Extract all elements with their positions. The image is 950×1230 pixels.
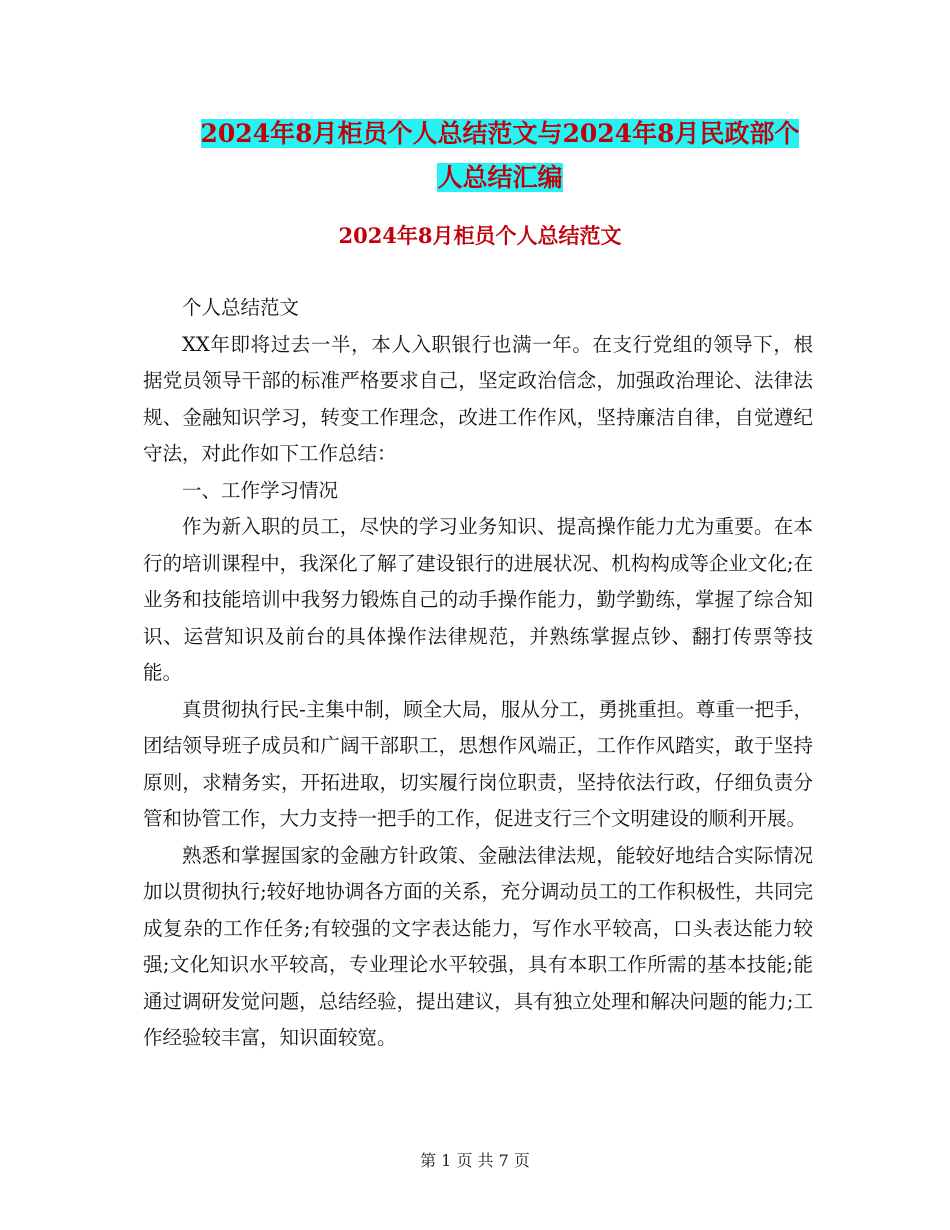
paragraph: 作为新入职的员工，尽快的学习业务知识、提高操作能力尤为重要。在本行的培训课程中，我深化了解了建设银行的进展状况、机构构成等企业文化;在业务和技能培训中我努力锻炼自己的动手操作能力，勤学勤练，掌握了综合知识、运营知识及前台的具体操作法律规范，并熟练掌握点钞、翻打传票等技能。 xyxy=(143,515,813,684)
document-title-line-2: 人总结汇编 xyxy=(437,163,563,192)
paragraph: 真贯彻执行民-主集中制，顾全大局，服从分工，勇挑重担。尊重一把手，团结领导班子成员和广阔干部职工，思想作风端正，工作作风踏实，敢于坚持原则，求精务实，开拓进取，切实履行岗位职责，坚持依法行政，仔细负责分管和协管工作，大力支持一把手的工作，促进支行三个文明建设的顺利开展。 xyxy=(143,697,813,830)
page-number-footer: 第 1 页 共 7 页 xyxy=(420,1151,530,1170)
document-title xyxy=(140,112,860,200)
paragraph: 熟悉和掌握国家的金融方针政策、金融法律法规，能较好地结合实际情况加以贯彻执行;较好地协调各方面的关系，充分调动员工的工作积极性，共同完成复杂的工作任务;有较强的文字表达能力，写作水平较高，口头表达能力较强;文化知识水平较高，专业理论水平较强，具有本职工作所需的基本技能;能通过调研发觉问题，总结经验，提出建议，具有独立处理和解决问题的能力;工作经验较丰富，知识面较宽。 xyxy=(143,843,813,1049)
section-title: 2024年8月柜员个人总结范文 xyxy=(338,223,622,248)
paragraph: XX年即将过去一半，本人入职银行也满一年。在支行党组的领导下，根据党员领导干部的标准严格要求自己，坚定政治信念，加强政治理论、法律法规、金融知识学习，转变工作理念，改进工作作风，坚持廉洁自律，自觉遵纪守法，对此作如下工作总结： xyxy=(143,332,813,465)
document-body xyxy=(143,290,813,1057)
subheading: 一、工作学习情况 xyxy=(182,478,339,502)
document-title-line-1: 2024年8月柜员个人总结范文与2024年8月民政部个 xyxy=(200,119,800,148)
paragraph-heading: 个人总结范文 xyxy=(182,296,300,319)
